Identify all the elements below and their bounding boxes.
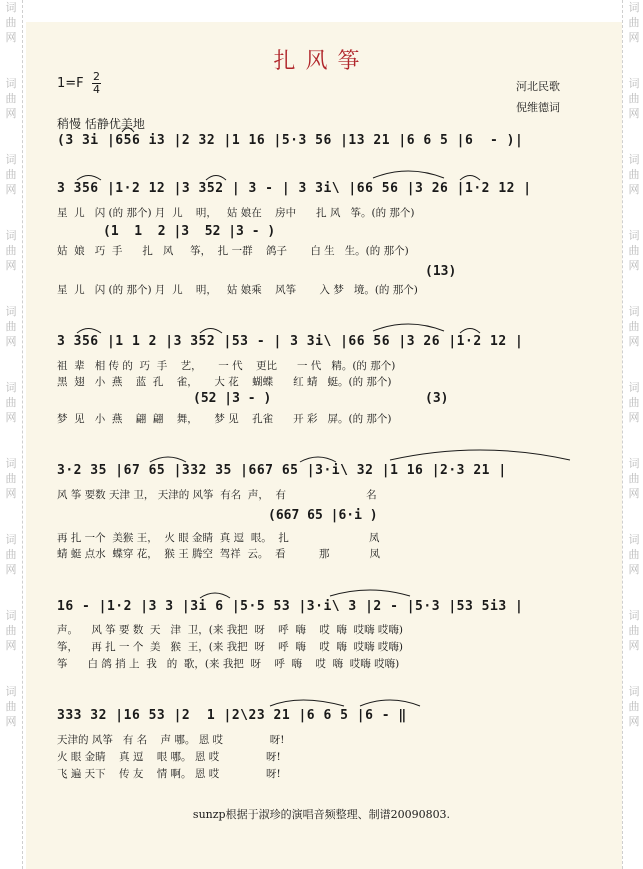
system3-music: 3·2 35 |67 65 |332 35 |667 65 |3·i\ 32 |1 16 |2·3 21 | — [57, 463, 507, 478]
watermark-char: 网 — [5, 31, 17, 44]
slur — [77, 176, 101, 181]
watermark-char: 网 — [628, 335, 640, 348]
system2-lyric-3: 梦 见 小 燕 翩 翩 舞， 梦 见 孔雀 开 彩 屏。(的 那个) — [57, 413, 392, 425]
system4-music: 16 - |1·2 |3 3 |3i 6 |5·5 53 |3·i\ 3 |2 - |5·3 |53 5i3 | — [57, 599, 524, 614]
system2-music: 3 356 |1 1 2 |3 352 |53 - | 3 3i\ |66 56 |3 26 |1·2 12 | — [57, 334, 524, 349]
system2-lyric-1: 祖 辈 相 传 的 巧 手 艺， 一 代 更比 一 代 精。(的 那个) — [57, 360, 396, 372]
lyricist-credit: 倪维德词 — [516, 101, 560, 114]
key-signature: 1=F — [57, 76, 84, 91]
watermark-char: 词 — [5, 685, 17, 698]
watermark-char: 网 — [628, 563, 640, 576]
tempo-marking: 稍慢 恬静优美地 — [57, 117, 145, 131]
watermark-char: 词 — [5, 1, 17, 14]
system2-alt2-notes: (3) — [425, 391, 449, 406]
origin-credit: 河北民歌 — [516, 80, 560, 93]
watermark-char: 词 — [628, 229, 640, 242]
watermark-char: 词 — [628, 77, 640, 90]
watermark-char: 曲 — [5, 396, 17, 409]
watermark-char: 词 — [5, 381, 17, 394]
slur — [390, 450, 570, 460]
watermark-char: 曲 — [628, 472, 640, 485]
slur — [270, 700, 344, 706]
watermark-char: 网 — [5, 715, 17, 728]
watermark-char: 词 — [5, 533, 17, 546]
watermark-char: 曲 — [5, 700, 17, 713]
watermark-char: 曲 — [5, 472, 17, 485]
watermark-char: 词 — [5, 305, 17, 318]
watermark-char: 词 — [628, 381, 640, 394]
watermark-char: 词 — [628, 153, 640, 166]
system1-alt-notes: (1 1 2 |3 52 |3 - ) — [103, 224, 276, 239]
watermark-char: 曲 — [628, 16, 640, 29]
watermark-char: 网 — [5, 107, 17, 120]
watermark-char: 词 — [5, 457, 17, 470]
watermark-char: 网 — [5, 411, 17, 424]
watermark-char: 网 — [628, 183, 640, 196]
watermark-char: 曲 — [5, 320, 17, 333]
system5-music: 333 32 |16 53 |2 1 |2\23 21 |6 6 5 |6 - ‖ — [57, 708, 407, 723]
watermark-char: 词 — [5, 153, 17, 166]
system4-lyric-2: 筝， 再 扎 一 个 美 猴 王，(来 我把 呀 呼 嗨 哎 嗨 哎嗨 哎嗨) — [57, 641, 403, 653]
watermark-char: 网 — [5, 183, 17, 196]
watermark-char: 词 — [5, 229, 17, 242]
footer-note: sunzp根据于淑珍的演唱音频整理、制谱20090803. — [192, 808, 451, 821]
watermark-char: 曲 — [628, 168, 640, 181]
slur — [300, 457, 336, 462]
watermark-char: 网 — [5, 335, 17, 348]
slur — [200, 329, 222, 334]
slur — [373, 324, 444, 331]
watermark-char: 词 — [628, 685, 640, 698]
watermark-char: 词 — [628, 609, 640, 622]
slur — [206, 176, 226, 181]
watermark-char: 词 — [628, 457, 640, 470]
slur — [460, 329, 480, 334]
watermark-char: 网 — [628, 411, 640, 424]
watermark-char: 曲 — [628, 548, 640, 561]
system1-lyric-1: 星 儿 闪 (的 那个) 月 儿 明， 姑 娘在 房中 扎 风 筝。(的 那个) — [57, 207, 415, 219]
prelude-row: (3 3i |656 i3 |2 32 |1 16 |5·3 56 |13 21 |6 6 5 |6 - )| — [57, 133, 524, 148]
system1-lyric-2: 姑 娘 巧 手 扎 风 筝， 扎 一群 鸽子 白 生 生。(的 那个) — [57, 245, 409, 257]
slur — [360, 700, 420, 706]
time-signature-bottom: 4 — [93, 83, 100, 96]
system5-lyric-3: 飞 遍 天下 传 友 情 啊。 恩 哎 呀! — [57, 768, 281, 780]
watermark-char: 网 — [628, 639, 640, 652]
slur — [373, 171, 444, 178]
time-signature-top: 2 — [93, 70, 100, 83]
watermark-char: 词 — [628, 533, 640, 546]
watermark-char: 网 — [628, 259, 640, 272]
system5-lyric-2: 火 眼 金睛 真 逗 哏 哪。 恩 哎 呀! — [57, 751, 281, 763]
watermark-char: 曲 — [5, 244, 17, 257]
watermark-char: 曲 — [628, 244, 640, 257]
system3-lyric-3: 蜻 蜓 点水 蝶穿 花， 猴 王 腾空 驾祥 云。 看 那 凤 — [57, 548, 380, 560]
watermark-char: 曲 — [5, 92, 17, 105]
watermark-char: 曲 — [628, 320, 640, 333]
watermark-char: 网 — [628, 487, 640, 500]
slur — [460, 176, 480, 181]
watermark-char: 词 — [5, 609, 17, 622]
watermark-char: 网 — [628, 31, 640, 44]
watermark-char: 曲 — [628, 92, 640, 105]
slur — [330, 590, 410, 596]
slur — [200, 593, 230, 598]
watermark-char: 曲 — [628, 396, 640, 409]
system2-lyric-2: 黑 翅 小 燕 蓝 孔 雀， 大 花 蝴蝶 红 蜻 蜓。(的 那个) — [57, 376, 392, 388]
watermark-char: 曲 — [5, 624, 17, 637]
watermark-char: 曲 — [5, 168, 17, 181]
system1-alt2-notes: (13) — [425, 264, 457, 279]
system1-music: 3 356 |1·2 12 |3 352 | 3 - | 3 3i\ |66 56 |3 26 |1·2 12 | — [57, 181, 532, 196]
watermark-char: 词 — [628, 1, 640, 14]
watermark-char: 网 — [628, 715, 640, 728]
system2-alt-notes: (52 |3 - ) — [193, 391, 272, 406]
system3-alt-notes: (667 65 |6·i ) — [268, 508, 378, 523]
watermark-char: 词 — [628, 305, 640, 318]
system1-lyric-3: 星 儿 闪 (的 那个) 月 儿 明， 姑 娘乘 风筝 入 梦 境。(的 那个) — [57, 284, 418, 296]
system3-lyric-1: 风 筝 要数 天津 卫， 天津的 风筝 有名 声， 有 名 — [57, 489, 377, 501]
watermark-char: 词 — [5, 77, 17, 90]
watermark-char: 曲 — [5, 16, 17, 29]
system3-lyric-2: 再 扎 一个 美猴 王， 火 眼 金睛 真 逗 哏。 扎 凤 — [57, 532, 380, 544]
watermark-char: 网 — [5, 563, 17, 576]
slur — [122, 128, 134, 132]
system4-lyric-3: 筝 白 鸽 捎 上 我 的 歌，(来 我把 呀 呼 嗨 哎 嗨 哎嗨 哎嗨) — [57, 658, 400, 670]
page-title: 扎风筝 — [273, 49, 370, 74]
watermark-char: 网 — [628, 107, 640, 120]
slur — [77, 329, 101, 334]
watermark-char: 网 — [5, 487, 17, 500]
watermark-char: 网 — [5, 259, 17, 272]
system5-lyric-1: 天津的 风筝 有 名 声 哪。 恩 哎 呀! — [57, 734, 285, 746]
watermark-char: 曲 — [628, 624, 640, 637]
slur — [150, 457, 186, 462]
watermark-char: 网 — [5, 639, 17, 652]
watermark-char: 曲 — [628, 700, 640, 713]
system4-lyric-1: 声。 风 筝 要 数 天 津 卫，(来 我把 呀 呼 嗨 哎 嗨 哎嗨 哎嗨) — [57, 624, 403, 636]
watermark-char: 曲 — [5, 548, 17, 561]
